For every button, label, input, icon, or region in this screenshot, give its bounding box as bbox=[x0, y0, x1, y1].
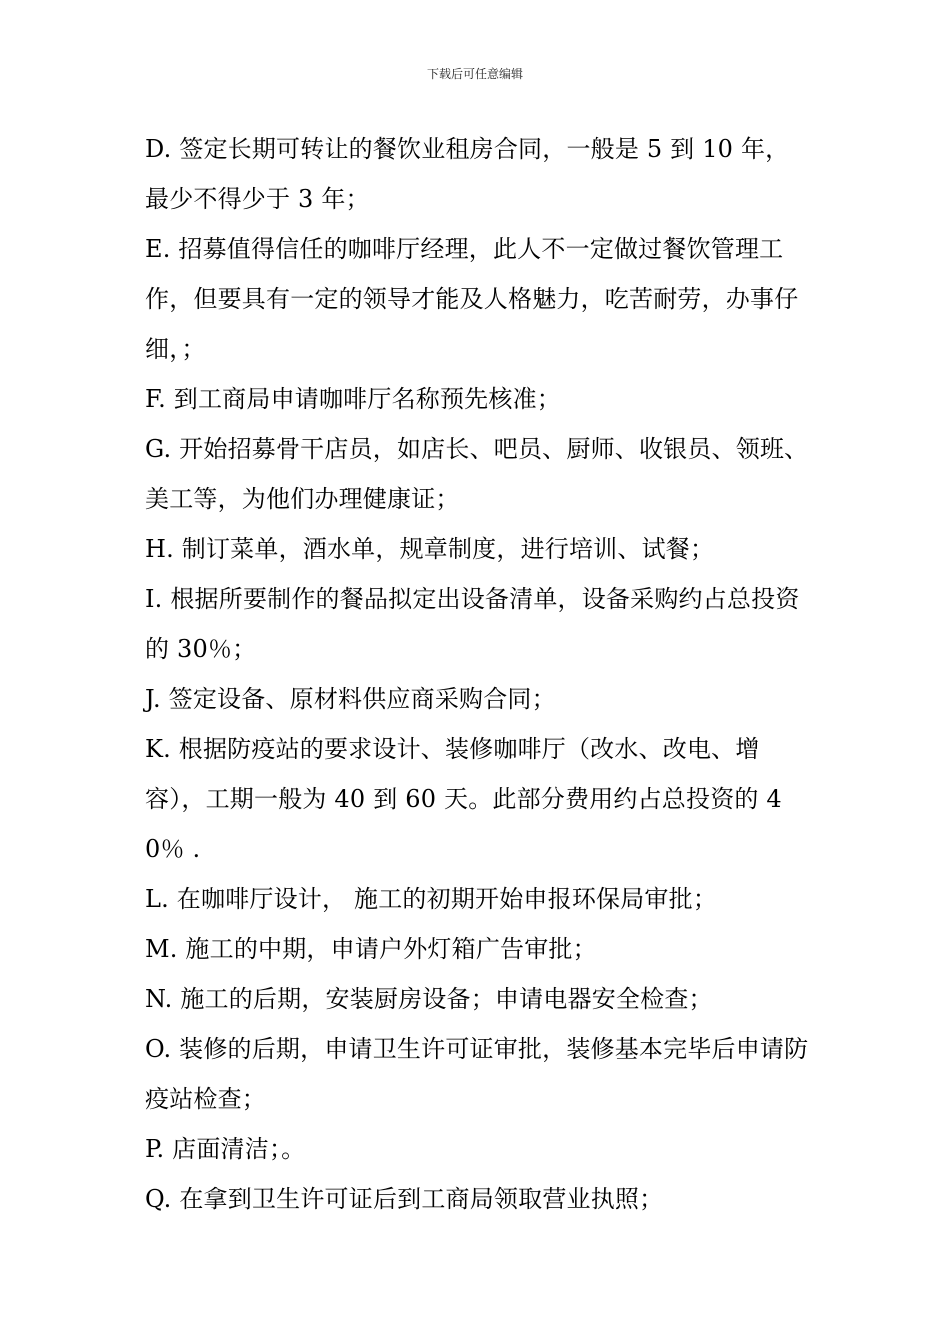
paragraph-q: Q. 在拿到卫生许可证后到工商局领取营业执照； bbox=[145, 1185, 664, 1213]
paragraph-j: J. 签定设备、原材料供应商采购合同； bbox=[145, 685, 556, 713]
document-body bbox=[145, 124, 810, 1224]
paragraph-h: H. 制订菜单，酒水单，规章制度，进行培训、试餐； bbox=[145, 535, 715, 563]
paragraph-g: G. 开始招募骨干店员，如店长、吧员、厨师、收银员、领班、美工等，为他们办理健康证； bbox=[145, 435, 809, 513]
paragraph-n: N. 施工的后期，安装厨房设备；申请电器安全检查； bbox=[145, 985, 713, 1013]
paragraph-p: P. 店面清洁；。 bbox=[145, 1135, 306, 1163]
paragraph-l: L. 在咖啡厅设计， 施工的初期开始申报环保局审批； bbox=[145, 885, 718, 913]
paragraph-o: O. 装修的后期，申请卫生许可证审批，装修基本完毕后申请防疫站检查； bbox=[145, 1035, 809, 1113]
paragraph-i: I. 根据所要制作的餐品拟定出设备清单，设备采购约占总投资的 30％； bbox=[145, 585, 800, 663]
paragraph-m: M. 施工的中期，申请户外灯箱广告审批； bbox=[145, 935, 597, 963]
paragraph-k: K. 根据防疫站的要求设计、装修咖啡厅（改水、改电、增容），工期一般为 40 到 60 天。此部分费用约占总投资的 40％ . bbox=[145, 735, 782, 863]
paragraph-f: F. 到工商局申请咖啡厅名称预先核准； bbox=[145, 385, 561, 413]
paragraph-d: D. 签定长期可转让的餐饮业租房合同，一般是 5 到 10 年，最少不得少于 3 年； bbox=[145, 135, 790, 213]
paragraph-e: E. 招募值得信任的咖啡厅经理，此人不一定做过餐饮管理工作，但要具有一定的领导才能及人格魅力，吃苦耐劳，办事仔细，； bbox=[145, 235, 799, 363]
header-note: 下载后可任意编辑 bbox=[426, 67, 523, 81]
